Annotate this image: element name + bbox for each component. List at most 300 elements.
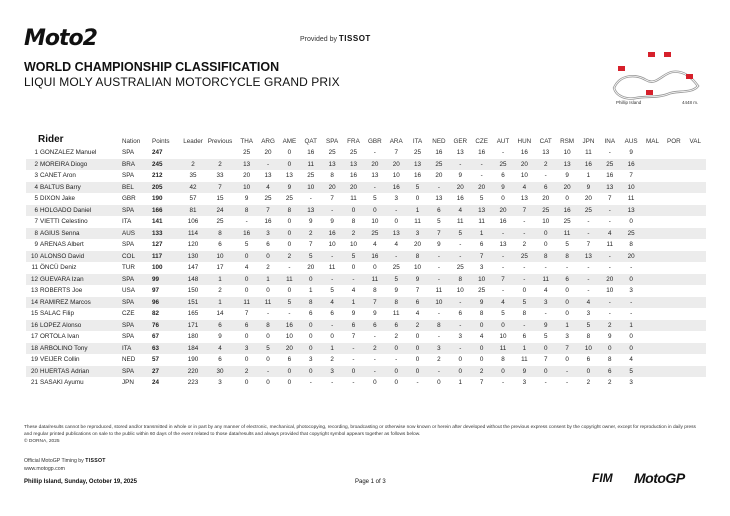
column-header-hun: HUN (517, 138, 532, 145)
race-points-ina: 6 (599, 366, 620, 378)
race-points-tha: 6 (236, 320, 257, 332)
race-points-arg: 4 (257, 182, 278, 194)
race-points-cat: 8 (535, 251, 556, 263)
rider-name: RAMIREZ Marcos (40, 298, 91, 306)
race-points-cze: 7 (479, 379, 484, 387)
race-points-gbr: 0 (364, 205, 385, 217)
column-header-ina: INA (604, 138, 616, 145)
nation-cell: SPA (122, 320, 152, 332)
race-points-tha: 4 (244, 264, 249, 272)
race-points-ned: 2 (437, 356, 441, 364)
race-points-spa: - (321, 251, 342, 263)
race-points-ina: 11 (606, 241, 614, 249)
race-points-rsm: 7 (556, 343, 577, 355)
nation-cell: USA (122, 287, 135, 295)
race-points-arg: 0 (266, 287, 270, 295)
race-points-fra: 11 (350, 195, 357, 203)
race-points-ned: 5 (437, 218, 441, 226)
race-points-gbr: - (373, 356, 376, 364)
race-points-aut: 25 (492, 159, 513, 171)
table-row (26, 297, 706, 309)
leader-cell (182, 147, 204, 159)
column-header-fra: FRA (347, 138, 360, 145)
rider-cell (26, 331, 122, 343)
race-points-gbr: 6 (364, 320, 385, 332)
race-points-ita: 8 (407, 251, 428, 263)
race-points-hun: 1 (514, 343, 535, 355)
race-points-por (663, 228, 684, 240)
race-points-gbr: 0 (373, 264, 377, 272)
race-points-qat: 8 (300, 297, 321, 309)
column-header-spa: SPA (326, 138, 339, 145)
rider-name: ARENAS Albert (40, 241, 84, 249)
race-points-jpn: 10 (578, 343, 599, 355)
previous-cell: 6 (204, 320, 236, 332)
race-points-ned: 25 (428, 159, 449, 171)
race-points-spa: - (321, 320, 342, 332)
race-points-jpn: 11 (585, 149, 592, 157)
race-points-qat: 0 (300, 366, 321, 378)
race-points-tha: 0 (244, 287, 249, 295)
race-points-por (663, 251, 684, 263)
race-points-ned: 6 (428, 205, 449, 217)
table-row (26, 239, 706, 251)
race-points-ame: 2 (279, 251, 300, 263)
race-points-aus: 0 (629, 218, 633, 226)
rider-name: SASAKI Ayumu (40, 379, 84, 387)
column-header-qat: QAT (304, 138, 317, 145)
rider-cell (26, 228, 122, 240)
race-points-aus: 10 (620, 182, 641, 194)
points-cell: 67 (152, 333, 160, 341)
race-points-spa: 1 (321, 343, 342, 355)
race-points-cat: 7 (543, 356, 548, 364)
race-points-spa: 7 (330, 195, 334, 203)
race-points-qat: - (309, 195, 312, 203)
race-points-aus: - (620, 297, 641, 309)
race-points-ger: 4 (450, 205, 471, 217)
race-points-qat: 20 (307, 264, 315, 272)
rider-name: HUERTAS Adrian (40, 367, 90, 375)
table-row (26, 216, 706, 228)
race-points-ina: - (599, 205, 620, 217)
race-points-ame: 13 (285, 172, 293, 180)
tissot-footer-logo: TISSOT (85, 458, 106, 464)
race-points-tha: 8 (236, 205, 257, 217)
race-points-spa: - (331, 379, 334, 387)
location-date: Phillip Island, Sunday, October 19, 2025 (24, 479, 137, 485)
position: 21 (30, 379, 38, 387)
race-points-ara: 13 (386, 228, 407, 240)
race-points-ame: 5 (279, 297, 300, 309)
race-points-aut: 20 (492, 205, 513, 217)
race-points-cat: 4 (543, 287, 548, 295)
race-points-arg: 13 (264, 172, 272, 180)
race-points-ara: 0 (394, 379, 398, 387)
nation-cell: BRA (122, 159, 152, 171)
race-points-val (685, 239, 706, 251)
points-cell: 24 (152, 379, 160, 387)
race-points-tha: 0 (236, 274, 257, 286)
previous-cell: 9 (218, 333, 222, 341)
nation-cell: ITA (122, 343, 152, 355)
previous-cell: 6 (218, 356, 222, 364)
previous-cell: 2 (204, 159, 236, 171)
race-points-val (685, 274, 706, 286)
previous-cell: 4 (204, 343, 236, 355)
race-points-fra: - (343, 343, 364, 355)
race-points-ita: 13 (407, 159, 428, 171)
race-points-ame: 10 (285, 333, 293, 341)
rider-name: VIETTI Celestino (40, 218, 88, 226)
race-points-ned: - (428, 274, 449, 286)
position: 16 (30, 321, 38, 329)
race-points-ame: 0 (287, 218, 292, 226)
race-points-rsm: 0 (565, 356, 569, 364)
points-cell: 245 (152, 159, 182, 171)
race-points-por (663, 182, 684, 194)
race-points-por (663, 170, 684, 182)
race-points-ina: 8 (608, 356, 612, 364)
race-points-jpn: - (578, 228, 599, 240)
track-name: Phillip Island (616, 100, 642, 105)
race-points-gbr: 9 (373, 310, 377, 318)
race-points-aus: 0 (620, 274, 641, 286)
race-points-tha: 3 (236, 343, 257, 355)
race-points-gbr: 7 (364, 297, 385, 309)
column-header-rsm: RSM (560, 138, 575, 145)
race-points-ned: - (437, 333, 440, 341)
race-points-tha: 0 (244, 333, 249, 341)
race-points-fra: 8 (351, 218, 356, 226)
table-header (26, 131, 706, 147)
race-points-ger: - (450, 251, 471, 263)
leader-cell: 223 (187, 379, 199, 387)
race-points-cat: 6 (535, 182, 556, 194)
table-row (26, 193, 706, 205)
race-points-tha: - (245, 218, 248, 226)
nation-cell: JPN (122, 379, 134, 387)
race-points-ame: 11 (279, 274, 300, 286)
race-points-val (685, 147, 706, 159)
nation-cell: SPA (122, 297, 152, 309)
race-points-mal (642, 170, 663, 182)
race-points-mal (642, 205, 663, 217)
position: 18 (30, 344, 38, 352)
race-points-ina: 9 (608, 333, 612, 341)
race-points-gbr: 5 (373, 195, 377, 203)
race-points-cze: 4 (479, 333, 484, 341)
race-points-mal (642, 320, 663, 332)
race-points-ita: 3 (407, 228, 428, 240)
race-points-ger: - (450, 320, 471, 332)
points-cell: 27 (152, 366, 182, 378)
race-points-arg: 1 (257, 274, 278, 286)
race-points-cze: 3 (479, 264, 484, 272)
table-row (26, 228, 706, 240)
race-points-hun: 16 (520, 149, 528, 157)
race-points-tha: 2 (236, 366, 257, 378)
points-cell: 133 (152, 228, 182, 240)
race-points-jpn: 3 (586, 310, 591, 318)
race-points-mal (642, 308, 663, 320)
race-points-val (685, 170, 706, 182)
race-points-spa: 13 (321, 159, 342, 171)
race-points-aus: 5 (620, 366, 641, 378)
race-points-gbr: 25 (364, 228, 385, 240)
official-timing (24, 458, 106, 464)
race-points-spa: 9 (330, 218, 334, 226)
race-points-por (663, 308, 684, 320)
race-points-hun: 6 (522, 333, 527, 341)
race-points-ger: - (450, 343, 471, 355)
race-points-fra: 0 (351, 264, 356, 272)
table-row (26, 159, 706, 171)
race-points-cat: 11 (535, 274, 556, 286)
race-points-ger: - (450, 297, 471, 309)
rider-cell (26, 308, 122, 320)
position: 2 (34, 160, 38, 168)
race-points-ned: - (437, 310, 440, 318)
rider-name: CANET Aron (40, 172, 76, 180)
race-points-jpn: 4 (578, 297, 599, 309)
previous-cell: 3 (218, 379, 222, 387)
race-points-rsm: 11 (556, 228, 577, 240)
race-points-hun: 8 (522, 310, 527, 318)
column-header-gbr: GBR (368, 138, 382, 145)
race-points-cze: 5 (479, 195, 484, 203)
previous-cell: 15 (216, 195, 224, 203)
race-points-ara: 25 (392, 264, 400, 272)
position: 20 (30, 367, 38, 375)
race-points-ina: 7 (608, 195, 612, 203)
column-header-aut: AUT (496, 138, 510, 145)
race-points-gbr: 11 (364, 274, 385, 286)
position: 17 (30, 333, 38, 341)
race-points-tha: 0 (244, 379, 249, 387)
race-points-val (685, 228, 706, 240)
race-points-jpn: 16 (578, 159, 599, 171)
race-points-aut: 5 (501, 310, 505, 318)
race-points-ger: 6 (458, 310, 463, 318)
points-cell: 205 (152, 182, 182, 194)
position: 6 (34, 206, 38, 214)
race-points-gbr: 4 (373, 241, 377, 249)
race-points-aut: 0 (501, 195, 505, 203)
race-points-hun: 2 (522, 241, 527, 249)
column-header-ned: NED (432, 138, 446, 145)
column-header-nation: Nation (122, 138, 141, 145)
nation-cell: COL (122, 251, 152, 263)
race-points-gbr: 0 (373, 379, 377, 387)
race-points-jpn: 8 (586, 333, 591, 341)
race-points-gbr: - (364, 366, 385, 378)
points-cell: 117 (152, 251, 182, 263)
race-points-spa: 11 (328, 264, 336, 272)
race-points-hun: 25 (514, 251, 535, 263)
race-points-cat: - (544, 172, 547, 180)
race-points-hun: 10 (520, 172, 528, 180)
rider-name: SALAC Filip (40, 310, 74, 318)
race-points-por (663, 377, 684, 389)
race-points-ned: - (428, 366, 449, 378)
rider-cell (26, 354, 122, 366)
race-points-aus: 7 (629, 172, 633, 180)
points-cell: 63 (152, 343, 182, 355)
race-points-mal (642, 343, 663, 355)
race-points-hun: - (523, 264, 526, 272)
race-points-ara: - (386, 251, 407, 263)
race-points-spa: 4 (321, 297, 342, 309)
race-points-ned: 3 (428, 343, 449, 355)
race-points-ger: - (450, 159, 471, 171)
race-points-por (663, 366, 684, 378)
race-points-val (685, 262, 706, 274)
race-points-ita: 0 (415, 333, 420, 341)
position: 5 (34, 195, 38, 203)
race-points-jpn: - (578, 274, 599, 286)
race-points-ita: 0 (407, 343, 428, 355)
race-points-tha: 0 (236, 251, 257, 263)
race-points-ara: - (386, 205, 407, 217)
race-points-ina: 2 (608, 379, 612, 387)
race-points-cze: - (471, 159, 492, 171)
race-points-ned: - (428, 182, 449, 194)
race-points-jpn: 6 (586, 356, 591, 364)
race-points-aus: - (630, 264, 633, 272)
leader-cell: 114 (182, 228, 204, 240)
race-points-hun: 11 (521, 356, 528, 364)
nation-cell: BEL (122, 182, 152, 194)
race-points-fra: - (352, 379, 355, 387)
race-points-aut: 13 (499, 241, 507, 249)
race-points-fra: 1 (343, 297, 364, 309)
points-cell: 212 (152, 172, 163, 180)
race-points-rsm: - (556, 366, 577, 378)
track-length: 4448 m. (682, 100, 699, 105)
points-cell: 82 (152, 310, 160, 318)
race-points-ina: - (608, 310, 611, 318)
race-points-tha: 25 (243, 149, 251, 157)
race-points-ara: 0 (386, 366, 407, 378)
column-header-ame: AME (282, 138, 297, 145)
race-points-tha: 9 (244, 195, 249, 203)
race-points-aut: - (492, 228, 513, 240)
leader-cell: 165 (187, 310, 199, 318)
race-points-rsm: 13 (556, 159, 577, 171)
race-points-aut: 16 (499, 218, 507, 226)
race-points-qat: 7 (309, 241, 313, 249)
rider-cell (26, 205, 122, 217)
race-points-cze: 25 (478, 287, 486, 295)
table-row (26, 377, 706, 389)
race-points-fra: 7 (351, 333, 356, 341)
race-points-por (663, 297, 684, 309)
race-points-val (685, 216, 706, 228)
race-points-qat: 5 (300, 251, 321, 263)
race-points-cze: 6 (479, 241, 484, 249)
race-points-ita: 2 (407, 320, 428, 332)
disclaimer (24, 425, 704, 445)
race-points-ina: - (608, 264, 611, 272)
race-points-qat: 9 (309, 218, 313, 226)
race-points-aut: 9 (492, 182, 513, 194)
tissot-logo: TISSOT (338, 34, 371, 43)
rider-cell (26, 216, 122, 228)
race-points-ger: - (459, 241, 462, 249)
points-cell: 247 (152, 149, 163, 157)
race-points-mal (642, 297, 663, 309)
rider-name: HOLGADO Daniel (40, 206, 92, 214)
rider-cell (26, 366, 122, 378)
race-points-fra: 10 (349, 241, 357, 249)
leader-cell: 120 (187, 241, 199, 249)
previous-cell: 1 (204, 274, 236, 286)
race-points-ara: 11 (392, 310, 400, 318)
race-points-spa: 5 (330, 287, 334, 295)
race-points-arg: 0 (257, 251, 278, 263)
race-points-ame: 6 (287, 356, 292, 364)
race-points-val (685, 205, 706, 217)
race-points-arg: 3 (257, 228, 278, 240)
previous-cell: 33 (216, 172, 224, 180)
points-cell: 190 (152, 195, 163, 203)
page-subtitle: LIQUI MOLY AUSTRALIAN MOTORCYCLE GRAND PRIX (24, 75, 340, 89)
position: 7 (34, 218, 38, 226)
race-points-cze: 9 (471, 297, 492, 309)
race-points-cze: 1 (471, 228, 492, 240)
race-points-aus: 1 (620, 320, 641, 332)
race-points-arg: 20 (264, 149, 272, 157)
race-points-hun: 20 (514, 159, 535, 171)
race-points-spa: - (321, 274, 342, 286)
race-points-mal (642, 182, 663, 194)
previous-cell: 25 (216, 218, 224, 226)
previous-cell: 10 (204, 251, 236, 263)
race-points-cat: 3 (535, 297, 556, 309)
race-points-cze: 16 (478, 149, 486, 157)
race-points-aut: 0 (492, 366, 513, 378)
race-points-mal (642, 331, 663, 343)
race-points-arg: 5 (257, 343, 278, 355)
race-points-ame: 9 (279, 182, 300, 194)
race-points-aut: - (501, 149, 505, 157)
race-points-ame: - (288, 310, 291, 318)
race-points-rsm: 0 (565, 195, 569, 203)
race-points-ara: 0 (386, 343, 407, 355)
nation-cell: SPA (122, 149, 135, 157)
race-points-jpn: 25 (578, 205, 599, 217)
rider-name: ÖNCÜ Deniz (40, 264, 77, 272)
race-points-ara: 6 (386, 320, 407, 332)
race-points-spa: - (321, 205, 342, 217)
table-row (26, 274, 706, 286)
race-points-arg: - (257, 159, 278, 171)
previous-cell: 6 (218, 241, 222, 249)
race-points-por (663, 262, 684, 274)
race-points-arg: - (266, 310, 270, 318)
race-points-gbr: 2 (364, 343, 385, 355)
race-points-ina: - (608, 149, 611, 157)
race-points-jpn: 20 (584, 195, 592, 203)
race-points-ned: 8 (428, 320, 449, 332)
website-link[interactable]: www.motogp.com (24, 466, 65, 472)
race-points-rsm: 3 (565, 333, 569, 341)
position: 12 (30, 275, 38, 283)
points-cell: 57 (152, 356, 160, 364)
race-points-mal (642, 147, 663, 159)
rider-name: ARBOLINO Tony (40, 344, 88, 352)
